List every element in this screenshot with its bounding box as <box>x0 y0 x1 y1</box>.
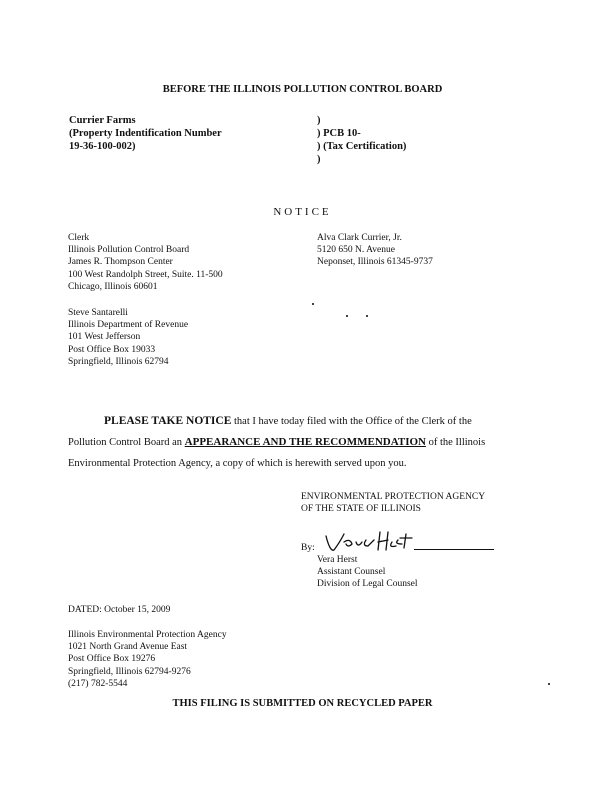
signer-division: Division of Legal Counsel <box>317 579 418 590</box>
caption-right-line: ) <box>317 154 321 165</box>
address-line: 101 West Jefferson <box>68 332 141 343</box>
notice-body-line-3: Environmental Protection Agency, a copy of which is herewith served upon you. <box>68 458 407 469</box>
agency-line: ENVIRONMENTAL PROTECTION AGENCY <box>301 492 486 502</box>
address-line: Springfield, Illinois 62794 <box>68 356 169 367</box>
address-line: 1021 North Grand Avenue East <box>68 642 188 653</box>
document-title: BEFORE THE ILLINOIS POLLUTION CONTROL BOARD <box>162 84 443 95</box>
recycled-paper-footer: THIS FILING IS SUBMITTED ON RECYCLED PAPER <box>172 698 433 709</box>
caption-right-line: ) (Tax Certification) <box>317 141 407 152</box>
address-line: Post Office Box 19276 <box>68 654 156 665</box>
address-line: Neponset, Illinois 61345-9737 <box>317 257 433 268</box>
agency-line: OF THE STATE OF ILLINOIS <box>301 504 421 515</box>
notice-heading: NOTICE <box>273 206 332 218</box>
address-line: Steve Santarelli <box>68 308 128 318</box>
service-revenue-address <box>68 307 188 368</box>
caption-right-line: ) PCB 10- <box>317 128 361 139</box>
agency-block <box>301 491 485 515</box>
address-line: 5120 650 N. Avenue <box>317 245 395 256</box>
service-clerk-address <box>68 232 223 293</box>
signer-name: Vera Herst <box>317 555 358 565</box>
appearance-recommendation: APPEARANCE AND THE RECOMMENDATION <box>184 436 426 448</box>
address-line: Post Office Box 19033 <box>68 344 156 355</box>
caption-left-line: 19-36-100-002) <box>69 141 136 152</box>
body-text: that I have today filed with the Office of the Clerk of the <box>231 416 472 427</box>
service-petitioner-address <box>317 232 433 269</box>
address-line: 100 West Randolph Street, Suite. 11-500 <box>68 269 223 280</box>
agency-address <box>68 629 227 690</box>
address-line: Chicago, Illinois 60601 <box>68 281 158 292</box>
address-line: Illinois Environmental Protection Agency <box>68 630 227 640</box>
address-line: Clerk <box>68 233 90 243</box>
address-line: Springfield, Illinois 62794-9276 <box>68 666 191 677</box>
notice-body-line-1 <box>104 415 472 427</box>
caption-right-line: ) <box>317 115 321 126</box>
dated-line: DATED: October 15, 2009 <box>68 605 171 615</box>
address-line: (217) 782-5544 <box>68 678 128 689</box>
address-line: Illinois Pollution Control Board <box>68 245 190 256</box>
address-line: Alva Clark Currier, Jr. <box>317 233 402 243</box>
caption-left <box>69 114 222 153</box>
signer-block <box>317 554 418 591</box>
please-take-notice: PLEASE TAKE NOTICE <box>104 415 232 427</box>
notice-body-line-2 <box>68 436 485 448</box>
caption-left-line: (Property Indentification Number <box>69 128 222 139</box>
caption-right <box>317 114 406 166</box>
address-line: Illinois Department of Revenue <box>68 320 189 331</box>
signature-line <box>414 549 494 550</box>
by-label: By: <box>301 543 315 553</box>
body-text: of the Illinois <box>425 437 486 448</box>
caption-left-line: Currier Farms <box>69 115 136 126</box>
address-line: James R. Thompson Center <box>68 257 173 268</box>
signer-title: Assistant Counsel <box>317 567 386 578</box>
body-text: Pollution Control Board an <box>68 437 185 448</box>
